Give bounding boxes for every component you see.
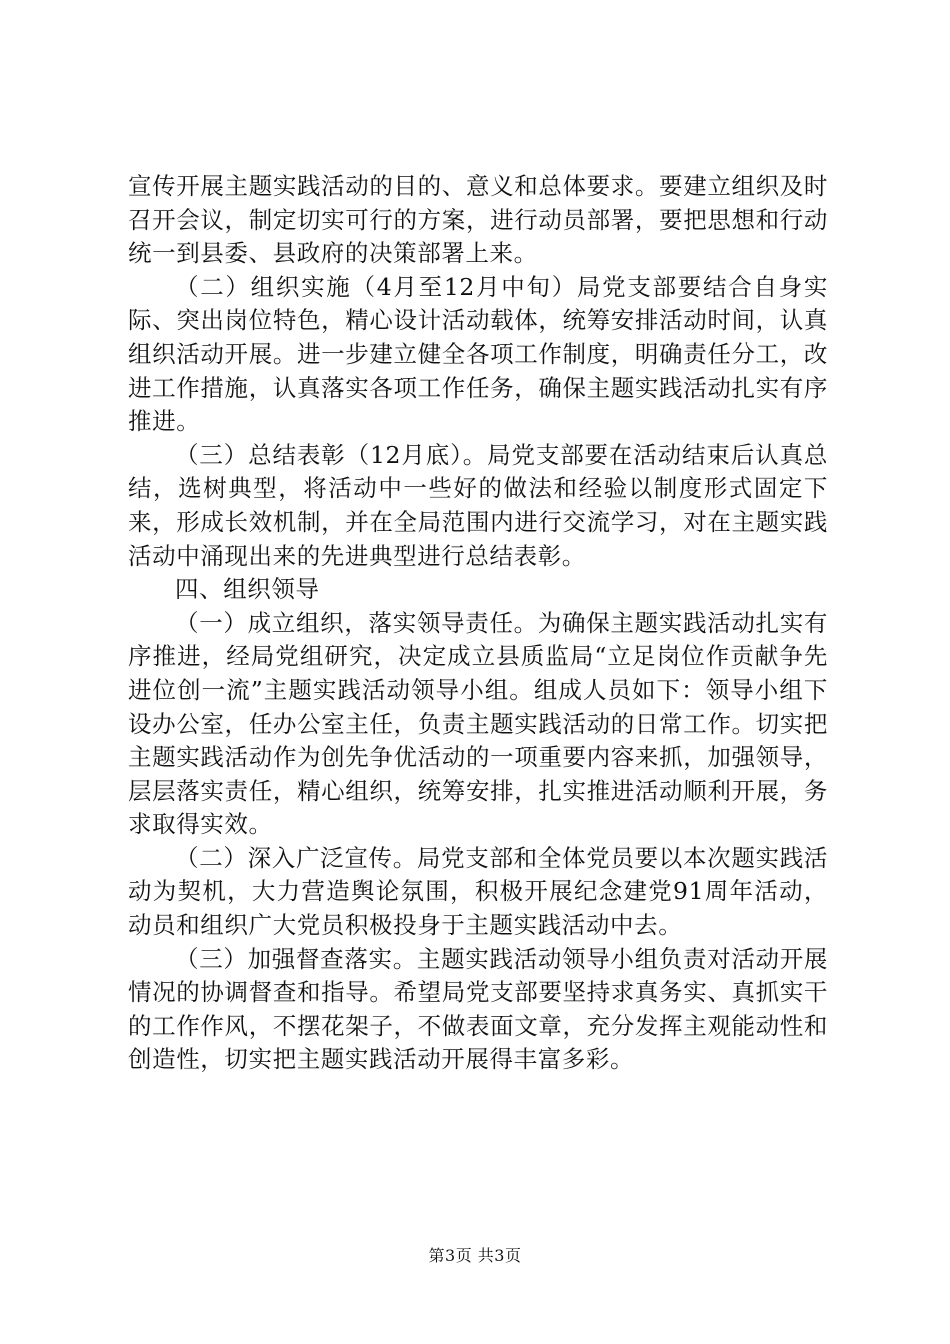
section-heading-organization-leadership: 四、组织领导 — [175, 575, 320, 604]
page-number-footer: 第3页 共3页 — [428, 1246, 522, 1265]
paragraph-organize-implement: （二）组织实施（4月至12月中旬）局党支部要结合自身实际、突出岗位特色，精心设计活动载体，统筹安排活动时间，认真组织活动开展。进一步建立健全各项工作制度，明确责任分工，改进工作措施，认真落实各项工作任务，确保主题实践活动扎实有序推进。 — [128, 272, 828, 436]
paragraph-supervision: （三）加强督查落实。主题实践活动领导小组负责对活动开展情况的协调督查和指导。希望局党支部要坚持求真务实、真抓实干的工作作风，不摆花架子，不做表面文章，充分发挥主观能动性和创造性，切实把主题实践活动开展得丰富多彩。 — [128, 944, 828, 1074]
paragraph-continuation: 宣传开展主题实践活动的目的、意义和总体要求。要建立组织及时召开会议，制定切实可行的方案，进行动员部署，要把思想和行动统一到县委、县政府的决策部署上来。 — [128, 172, 828, 268]
paragraph-publicity: （二）深入广泛宣传。局党支部和全体党员要以本次题实践活动为契机，大力营造舆论氛围，积极开展纪念建党91周年活动，动员和组织广大党员积极投身于主题实践活动中去。 — [128, 843, 828, 940]
document-body — [128, 170, 828, 1077]
paragraph-summary-commend: （三）总结表彰（12月底）。局党支部要在活动结束后认真总结，选树典型，将活动中一些好的做法和经验以制度形式固定下来，形成长效机制，并在全局范围内进行交流学习，对在主题实践活动中涌现出来的先进典型进行总结表彰。 — [128, 440, 828, 570]
paragraph-establish-organization: （一）成立组织，落实领导责任。为确保主题实践活动扎实有序推进，经局党组研究，决定成立县质监局“立足岗位作贡献争先进位创一流”主题实践活动领导小组。组成人员如下：领导小组下设办公室，任办公室主任，负责主题实践活动的日常工作。切实把主题实践活动作为创先争优活动的一项重要内容来抓，加强领导，层层落实责任，精心组织，统筹安排，扎实推进活动顺利开展，务求取得实效。 — [128, 608, 828, 839]
